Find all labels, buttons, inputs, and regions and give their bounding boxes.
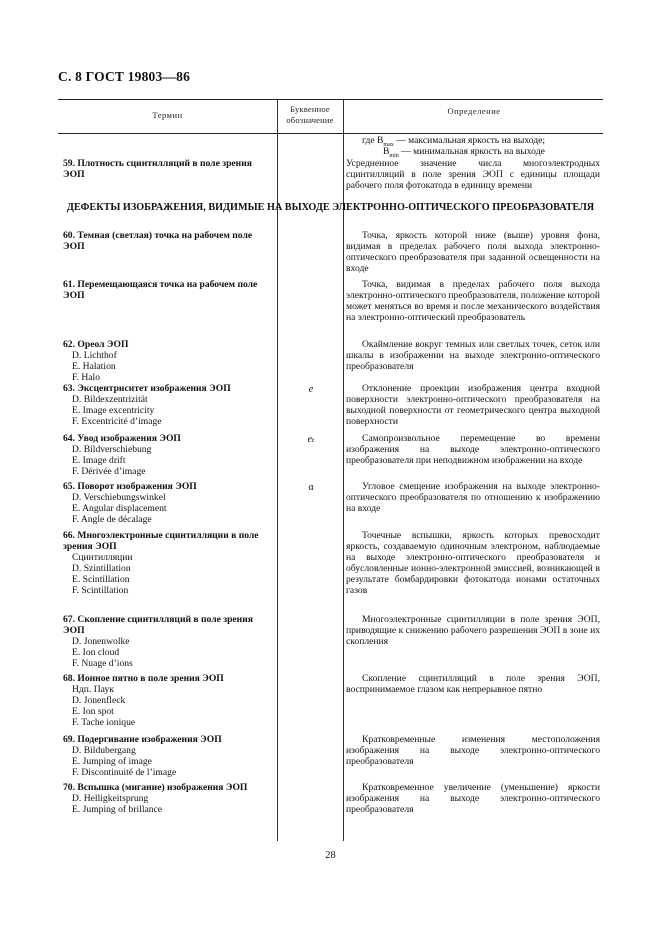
translation-en: E. Halation	[72, 360, 116, 372]
formula-line-2: $B_{min}$ — минимальная яркость на выходе	[383, 146, 545, 159]
translation-de: D. Szintillation	[72, 562, 131, 574]
translation-en: E. Ion cloud	[72, 646, 120, 658]
header-definition: Определение	[447, 106, 501, 116]
term-title: 60. Темная (светлая) точка на рабочем поле ЭОП	[63, 230, 253, 252]
translation-fr: F. Tache ionique	[72, 716, 136, 728]
deprecated-term: Ндп. Паук	[72, 683, 114, 695]
translation-en: E. Scintillation	[72, 573, 130, 585]
definition-67: Многоэлектронные сцинтилляции в поле зрения ЭОП, приводящие к снижению рабочего разрешения ЭОП в зоне их скопления	[346, 614, 600, 647]
term-title: 70. Вспышка (мигание) изображения ЭОП	[63, 782, 248, 793]
translation-en: E. Image excentricity	[72, 404, 155, 416]
translation-fr: F. Halo	[72, 371, 101, 383]
term-70	[63, 783, 275, 816]
definition-64: Самопроизвольное перемещение во времени изображения на выходе электронно-оптического преобразователя при неподвижном изображении на входе	[346, 433, 600, 466]
page-number: 28	[325, 850, 336, 861]
definition-63: Отклонение проекции изображения центра входной поверхности электронно-оптического преобразователя на выходной поверхности от геометрического центра выходной поверхности	[346, 383, 600, 427]
definition-70: Кратковременное увеличение (уменьшение) яркости изображения на выходе электронно-оптического преобразователя	[346, 782, 600, 815]
symbol-63: e	[308, 384, 314, 395]
table-header-rule	[58, 133, 603, 134]
definition-66: Точечные вспышки, яркость которых превосходит яркость, создаваемую одиночным электроном, наблюдаемые на выходе электронно-оптического преобразователя и обусловленные ионно-электронной эмиссией, возникающей в результате бомбардировки фотокатода ионами остаточных газов	[346, 530, 600, 596]
table-top-rule	[58, 99, 603, 100]
translation-fr: F. Angle de décalage	[72, 513, 152, 525]
translation-en: E. Angular displacement	[72, 502, 167, 514]
term-title: 62. Ореол ЭОП	[63, 339, 129, 350]
term-60	[63, 231, 275, 253]
definition-61: Точка, видимая в пределах рабочего поля выхода электронно-оптического преобразователя, положение которой может меняться во время и после механического воздействия на электронно-оптический преобразователь	[346, 279, 600, 323]
translation-de: D. Jonenfleck	[72, 694, 126, 706]
term-65	[63, 482, 275, 526]
translation-de: D. Lichthof	[72, 349, 117, 361]
term-62	[63, 340, 275, 384]
page-header: С. 8 ГОСТ 19803—86	[58, 69, 191, 84]
translation-fr: F. Discontinuité de l’image	[72, 766, 177, 778]
header-term: Термин	[152, 110, 183, 120]
term-title: 69. Подергивание изображения ЭОП	[63, 734, 222, 745]
term-61	[63, 280, 275, 302]
translation-en: E. Jumping of image	[72, 755, 152, 767]
term-title: 61. Перемещающаяся точка на рабочем поле ЭОП	[63, 279, 258, 301]
translation-fr: F. Scintillation	[72, 584, 129, 596]
term-title: 66. Многоэлектронные сцинтилляции в поле зрения ЭОП	[63, 530, 259, 552]
definition-65: Угловое смещение изображения на выходе электронно-оптического преобразователя по отношению к изображению на входе	[346, 481, 600, 514]
term-title: 63. Эксцентриситет изображения ЭОП	[63, 383, 231, 394]
definition-69: Кратковременные изменения местоположения изображения на выходе электронно-оптического преобразователя	[346, 734, 600, 767]
term-title: 64. Увод изображения ЭОП	[63, 433, 181, 444]
translation-en: E. Image drift	[72, 454, 126, 466]
definition-62: Окаймление вокруг темных или светлых точек, сеток или шкалы в изображении на выходе электронно-оптического преобразователя	[346, 339, 600, 372]
term-59	[63, 159, 275, 181]
section-title: ДЕФЕКТЫ ИЗОБРАЖЕНИЯ, ВИДИМЫЕ НА ВЫХОДЕ ЭЛЕКТРОННО-ОПТИЧЕСКОГО ПРЕОБРАЗОВАТЕЛЯ	[66, 202, 595, 213]
translation-en: E. Ion spot	[72, 705, 114, 717]
symbol-65: α	[308, 482, 314, 493]
term-69	[63, 735, 275, 779]
translation-de: D. Bildverschiebung	[72, 443, 152, 455]
term-64	[63, 434, 275, 478]
symbol-64: eₜ	[307, 434, 315, 445]
term-title: 68. Ионное пятно в поле зрения ЭОП	[63, 673, 224, 684]
term-title: 59. Плотность сцинтилляций в поле зрения ЭОП	[63, 158, 252, 180]
translation-de: D. Jonenwolke	[72, 635, 130, 647]
header-symbol: Буквенное обозначение	[286, 104, 334, 125]
term-63	[63, 384, 275, 428]
translation-de: D. Verschiebungswinkel	[72, 491, 166, 503]
synonym: Сцинтилляции	[72, 551, 133, 563]
translation-en: E. Jumping of brillance	[72, 803, 163, 815]
term-title: 67. Скопление сцинтилляций в поле зрения ЭОП	[63, 614, 253, 636]
term-title: 65. Поворот изображения ЭОП	[63, 481, 197, 492]
translation-de: D. Bildubergang	[72, 744, 136, 756]
translation-fr: F. Dérivée d’image	[72, 465, 146, 477]
translation-fr: F. Excentricité d’image	[72, 415, 162, 427]
term-67	[63, 615, 275, 670]
translation-fr: F. Nuage d’ions	[72, 657, 133, 669]
definition-59: Усредненное значение числа многоэлектродных сцинтилляций в поле зрения ЭОП с единицы площади рабочего поля фотокатода в единицу времени	[346, 158, 600, 191]
definition-68: Скопление сцинтилляций в поле зрения ЭОП, воспринимаемое глазом как непрерывное пятно	[346, 673, 600, 695]
definition-60: Точка, яркость которой ниже (выше) уровня фона, видимая в пределах рабочего поля выхода электронно-оптического преобразователя при заданной освещенности на входе	[346, 230, 600, 274]
translation-de: D. Helligkeitsprung	[72, 792, 149, 804]
translation-de: D. Bildexzentrizität	[72, 393, 148, 405]
term-68	[63, 674, 275, 729]
formula-line-1: где $B_{max}$ — максимальная яркость на выходе;	[362, 135, 546, 148]
term-66	[63, 531, 275, 596]
